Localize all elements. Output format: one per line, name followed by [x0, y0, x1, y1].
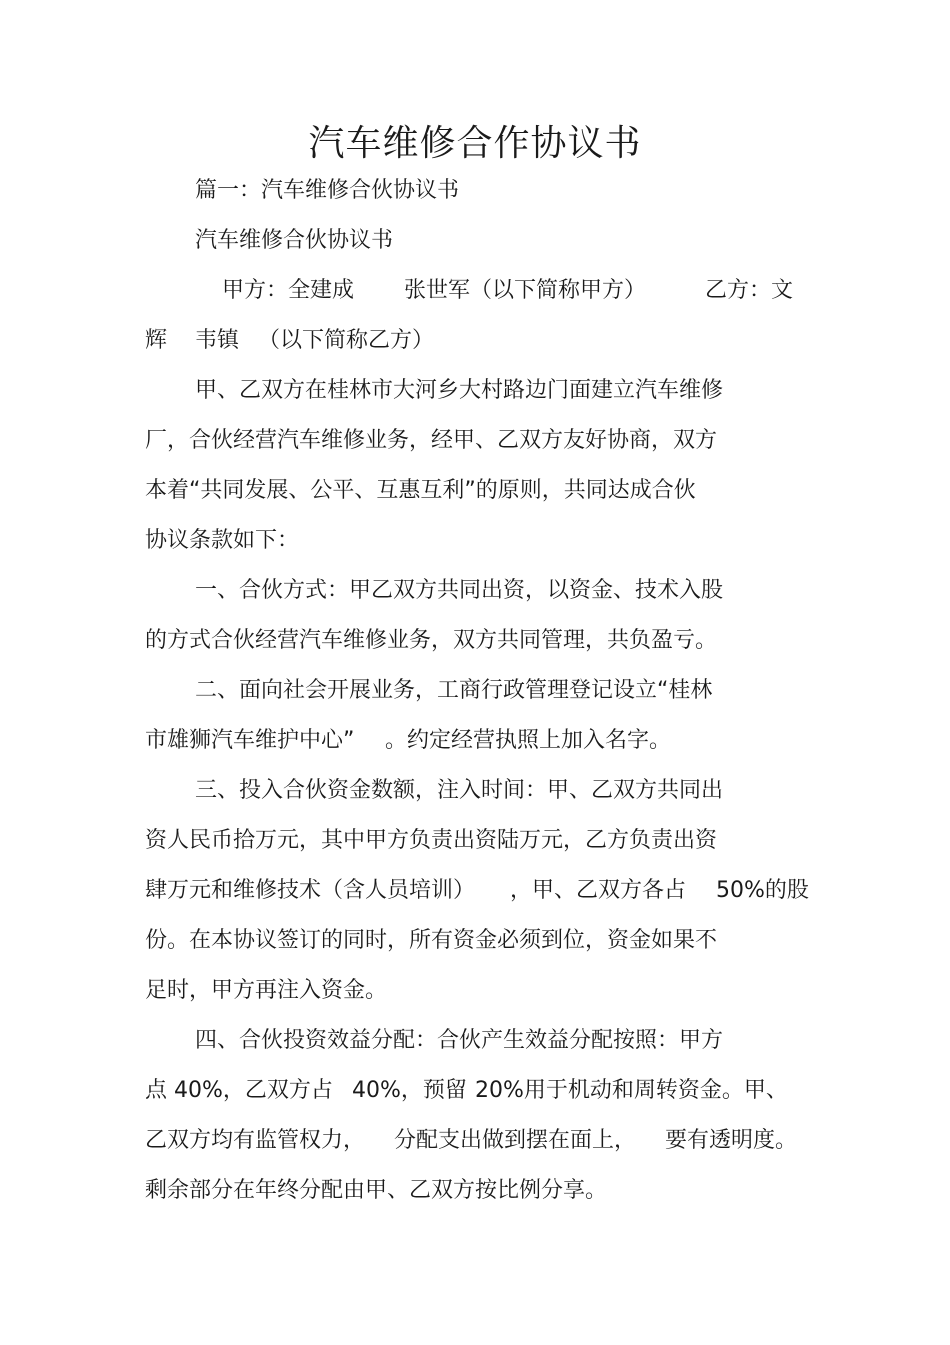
clause-4-line: 剩余部分在年终分配由甲、乙双方按比例分享。	[145, 1178, 608, 1203]
clause-3-line: 份。在本协议签订的同时，所有资金必须到位，资金如果不	[145, 928, 718, 953]
paragraph-line: 本着“共同发展、公平、互惠互利”的原则，共同达成合伙	[145, 478, 696, 503]
paragraph-line: 厂，合伙经营汽车维修业务，经甲、乙双方友好协商，双方	[145, 428, 718, 453]
clause-3-line: 三、投入合伙资金数额，注入时间：甲、乙双方共同出	[195, 778, 724, 803]
clause-2-line: 市雄狮汽车维护中心”	[145, 728, 355, 753]
document-subtitle: 篇一：汽车维修合伙协议书	[195, 178, 460, 203]
clause-2-line: 二、面向社会开展业务，工商行政管理登记设立“桂林	[195, 678, 713, 703]
clause-1-line: 一、合伙方式：甲乙双方共同出资，以资金、技术入股	[195, 578, 724, 603]
clause-4-line: 四、合伙投资效益分配：合伙产生效益分配按照：甲方	[195, 1028, 724, 1053]
paragraph-line: 协议条款如下：	[145, 528, 300, 553]
party-a-names: 张世军（以下简称甲方）	[404, 278, 647, 303]
clause-4-line: 要有透明度。	[665, 1128, 798, 1153]
party-b-label: 乙方：文	[705, 278, 794, 303]
party-b-name-2: 韦镇	[195, 328, 240, 353]
clause-2-line: 。约定经营执照上加入名字。	[385, 728, 672, 753]
clause-3-line: 50%的股	[716, 878, 809, 903]
party-b-name-1: 辉	[145, 328, 168, 353]
clause-4-line: 分配支出做到摆在面上，	[394, 1128, 637, 1153]
party-a-label: 甲方：全建成	[222, 278, 355, 303]
clause-4-line: 点 40%，乙双方占	[145, 1078, 333, 1103]
clause-3-line: 足时，甲方再注入资金。	[145, 978, 388, 1003]
clause-1-line: 的方式合伙经营汽车维修业务，双方共同管理，共负盈亏。	[145, 628, 718, 653]
paragraph-line: 甲、乙双方在桂林市大河乡大村路边门面建立汽车维修	[195, 378, 724, 403]
document-heading: 汽车维修合伙协议书	[195, 228, 394, 253]
clause-3-line: 资人民币拾万元，其中甲方负责出资陆万元，乙方负责出资	[145, 828, 718, 853]
clause-3-line: 肆万元和维修技术（含人员培训）	[145, 878, 476, 903]
document-title: 汽车维修合作协议书	[308, 123, 642, 164]
party-b-note: （以下简称乙方）	[258, 328, 435, 353]
clause-3-line: ，甲、乙双方各占	[510, 878, 687, 903]
clause-4-line: 乙双方均有监管权力，	[145, 1128, 366, 1153]
clause-4-line: 40%，预留	[352, 1078, 467, 1103]
clause-4-line: 20%用于机动和周转资金。甲、	[475, 1078, 788, 1103]
